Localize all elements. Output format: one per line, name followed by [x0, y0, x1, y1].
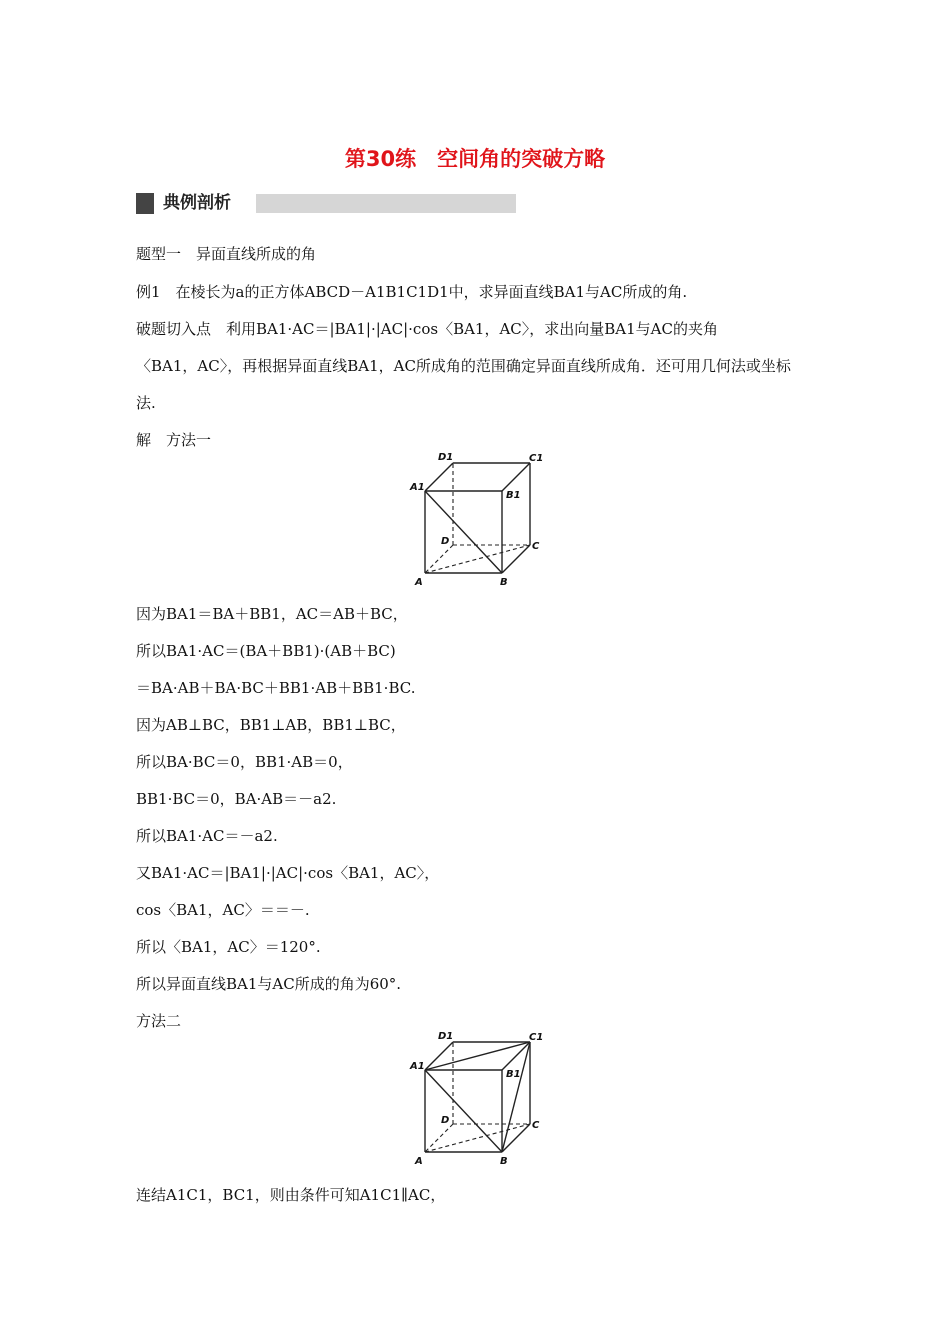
- label-b1: B1: [506, 1069, 521, 1080]
- label-d: D: [441, 1115, 450, 1126]
- label-a1: A1: [410, 1061, 425, 1072]
- edge-a1d1: [425, 463, 453, 491]
- approach-line-2: 〈BA1，AC〉，再根据异面直线BA1，AC所成角的范围确定异面直线所成角．还可用几何法或坐标: [136, 357, 791, 375]
- cube-figure-2: [405, 1027, 555, 1167]
- approach-line-1: 破题切入点 利用BA1·AC＝|BA1|·|AC|·cos〈BA1，AC〉，求出向量BA1与AC的夹角: [136, 320, 718, 338]
- label-c1: C1: [529, 1032, 544, 1043]
- solution-line-10: 所以〈BA1，AC〉＝120°.: [136, 938, 321, 956]
- diagonal-a1c1: [425, 1042, 530, 1070]
- cube-figure-1: [405, 448, 555, 588]
- method-two-line-1: 连结A1C1，BC1，则由条件可知A1C1∥AC，: [136, 1186, 446, 1204]
- solution-line-7: 所以BA1·AC＝－a2.: [136, 827, 278, 845]
- label-a: A: [415, 1156, 423, 1167]
- label-b: B: [500, 577, 508, 588]
- section-rule: [256, 194, 516, 213]
- label-c1: C1: [529, 453, 544, 464]
- solution-line-2: 所以BA1·AC＝(BA＋BB1)·(AB＋BC): [136, 642, 396, 660]
- label-d: D: [441, 536, 450, 547]
- solution-line-5: 所以BA·BC＝0，BB1·AB＝0，: [136, 753, 353, 771]
- label-b: B: [500, 1156, 508, 1167]
- label-a1: A1: [410, 482, 425, 493]
- solution-line-1: 因为BA1＝BA＋BB1，AC＝AB＋BC，: [136, 605, 408, 623]
- page-title: 第30练 空间角的突破方略: [344, 147, 606, 171]
- section-header: [136, 193, 516, 214]
- solution-line-4: 因为AB⊥BC，BB1⊥AB，BB1⊥BC，: [136, 716, 406, 734]
- example-statement: 例1 在棱长为a的正方体ABCD－A1B1C1D1中，求异面直线BA1与AC所成的角.: [136, 283, 688, 301]
- edge-b1c1: [502, 463, 530, 491]
- diagonal-ac: [425, 545, 530, 573]
- label-c: C: [532, 541, 540, 552]
- section-marker: [136, 193, 154, 214]
- diagonal-ac: [425, 1124, 530, 1152]
- diagonal-bc1: [502, 1042, 530, 1152]
- approach-line-3: 法.: [136, 394, 156, 412]
- topic-heading: 题型一 异面直线所成的角: [136, 245, 317, 263]
- solution-line-11: 所以异面直线BA1与AC所成的角为60°.: [136, 975, 402, 993]
- label-d1: D1: [438, 452, 454, 463]
- label-b1: B1: [506, 490, 521, 501]
- section-label: 典例剖析: [163, 193, 231, 213]
- solution-line-3: ＝BA·AB＋BA·BC＋BB1·AB＋BB1·BC.: [136, 679, 416, 697]
- solution-line-9: cos〈BA1，AC〉＝＝－.: [136, 901, 310, 919]
- label-c: C: [532, 1120, 540, 1131]
- method-one-heading: 解 方法一: [136, 431, 212, 449]
- label-a: A: [415, 577, 423, 588]
- method-two-heading: 方法二: [136, 1012, 182, 1030]
- solution-line-6: BB1·BC＝0，BA·AB＝－a2.: [136, 790, 337, 808]
- label-d1: D1: [438, 1031, 454, 1042]
- solution-line-8: 又BA1·AC＝|BA1|·|AC|·cos〈BA1，AC〉，: [136, 864, 440, 882]
